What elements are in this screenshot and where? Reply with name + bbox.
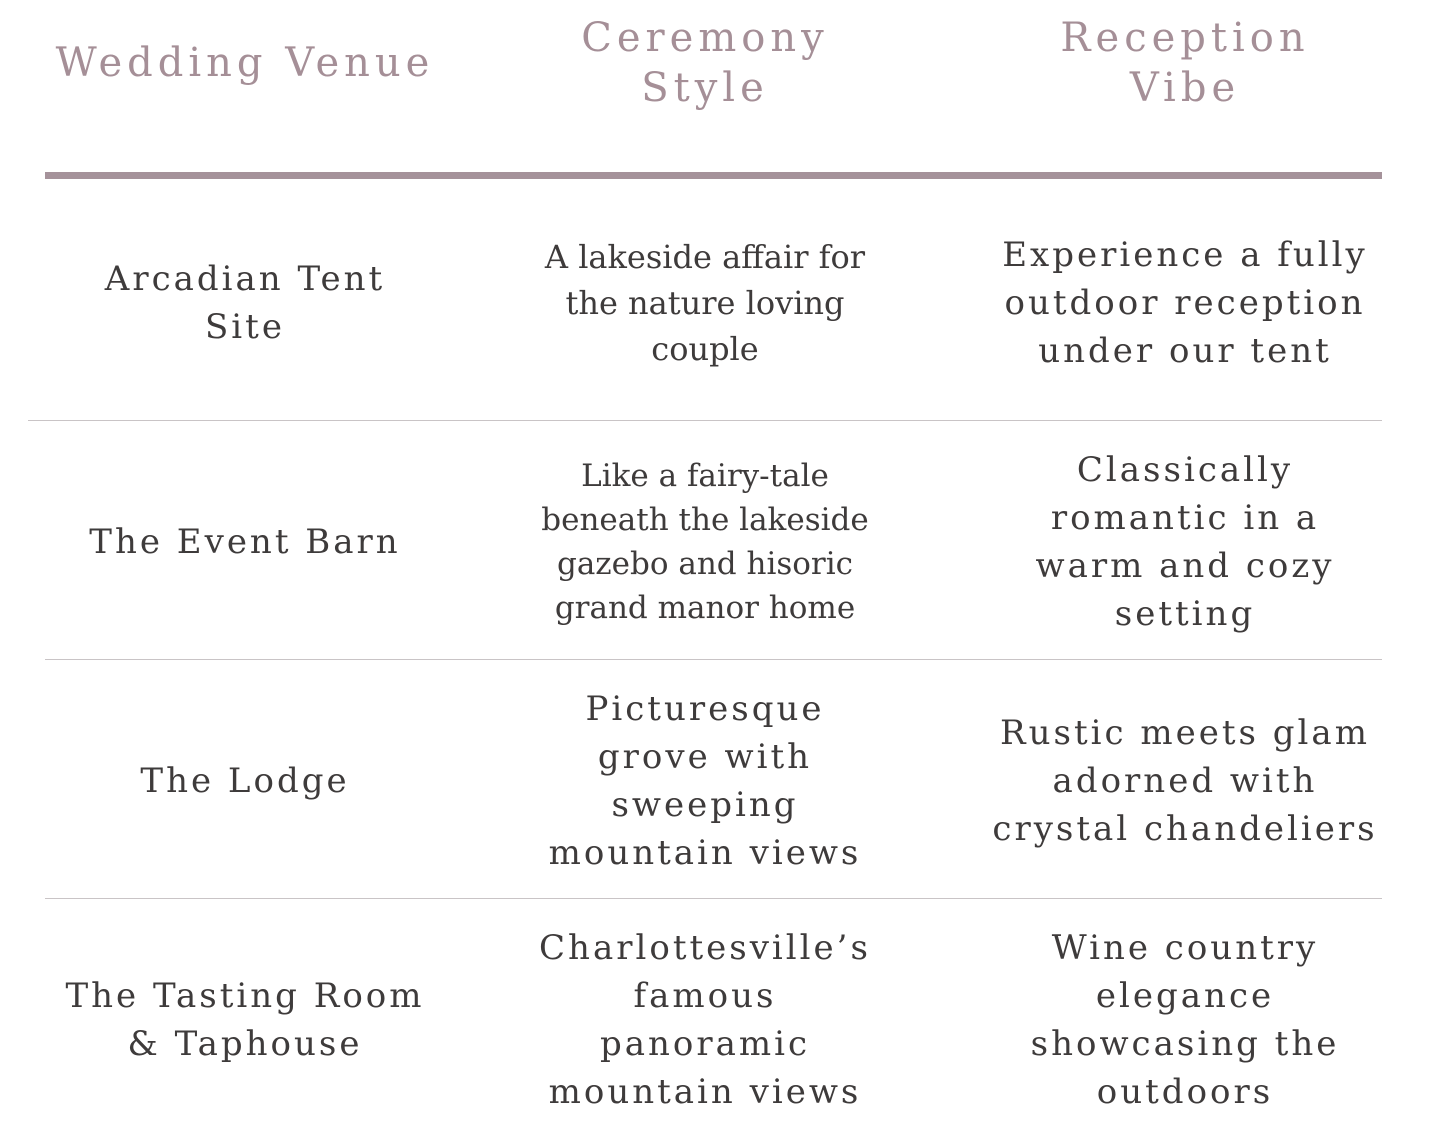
venue-cell [40,422,450,661]
table-row [0,422,1456,661]
ceremony-cell [505,183,905,422]
header-wedding-venue [40,0,450,126]
venue-cell [40,900,450,1139]
reception-description: Classically romantic in a warm and cozy setting [1035,449,1335,634]
row-divider [45,659,1382,660]
venue-name: The Lodge [140,760,350,801]
ceremony-cell [505,900,905,1139]
row-divider [28,420,1382,421]
table-row [0,900,1456,1139]
venue-cell [40,183,450,422]
venue-name: The Tasting Room & Taphouse [65,975,425,1064]
header-wedding-venue-label: Wedding Venue [55,40,435,86]
ceremony-description: Picturesque grove with sweeping mountain views [548,688,862,873]
header-reception-vibe-label: Reception Vibe [1060,15,1310,111]
table-row [0,661,1456,900]
reception-cell [985,183,1385,422]
ceremony-description: Like a fairy-tale beneath the lakeside gazebo and hisoric grand manor home [541,457,869,626]
header-ceremony-style [505,0,905,126]
header-ceremony-style-label: Ceremony Style [581,15,829,111]
table-row [0,183,1456,422]
row-divider [45,898,1382,899]
ceremony-cell [505,661,905,900]
reception-description: Experience a fully outdoor reception under our tent [1002,234,1368,371]
venue-name: Arcadian Tent Site [104,258,386,347]
header-reception-vibe [985,0,1385,126]
header-divider [45,172,1382,179]
table-header [0,0,1456,176]
reception-description: Rustic meets glam adorned with crystal chandeliers [992,712,1378,849]
venue-name: The Event Barn [89,521,401,562]
reception-cell [985,422,1385,661]
venue-cell [40,661,450,900]
ceremony-description: Charlottesville’s famous panoramic mountain views [539,927,871,1112]
ceremony-cell [505,422,905,661]
reception-cell [985,900,1385,1139]
reception-cell [985,661,1385,900]
reception-description: Wine country elegance showcasing the outdoors [1030,927,1340,1112]
ceremony-description: A lakeside affair for the nature loving couple [544,237,866,368]
